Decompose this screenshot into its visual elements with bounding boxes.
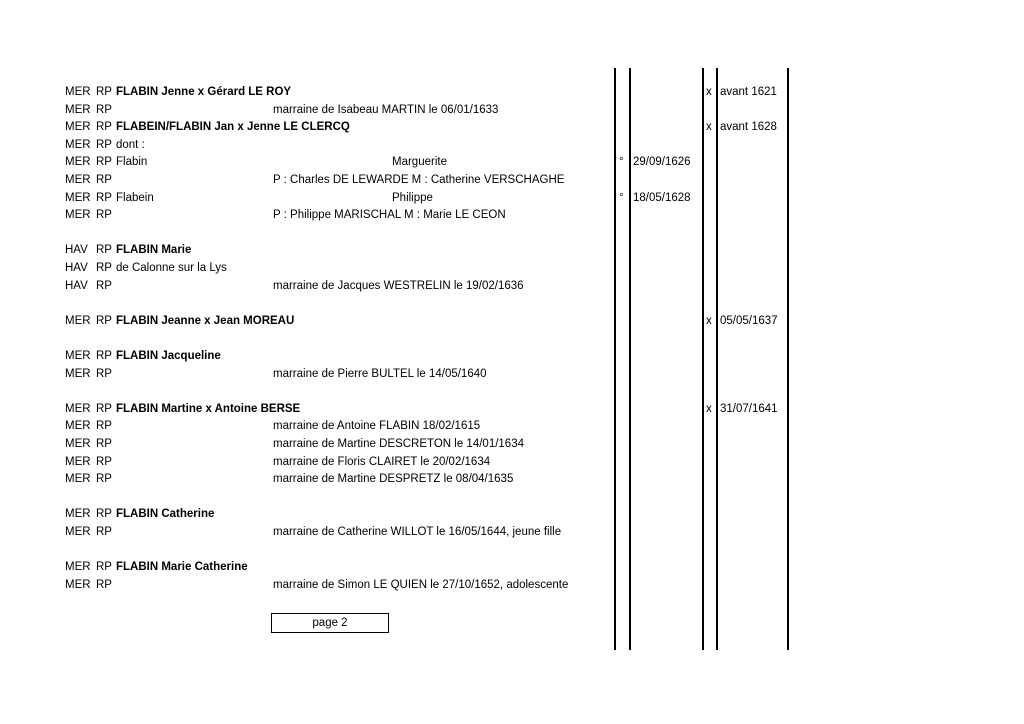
record-type: RP: [96, 508, 112, 521]
record-type: RP: [96, 121, 112, 134]
table-row: [0, 190, 1024, 207]
person-name: de Calonne sur la Lys: [116, 262, 227, 274]
record-detail: marraine de Isabeau MARTIN le 06/01/1633: [273, 103, 499, 116]
birth-date: 18/05/1628: [633, 191, 691, 204]
record-type: RP: [96, 209, 112, 222]
table-row: [0, 225, 1024, 242]
record-type: RP: [96, 561, 112, 574]
page-number-box: [271, 613, 389, 633]
person-name: FLABIN Jacqueline: [116, 350, 221, 362]
record-detail: marraine de Martine DESPRETZ le 08/04/1635: [273, 473, 514, 486]
person-name: FLABEIN/FLABIN Jan x Jenne LE CLERCQ: [116, 121, 350, 134]
record-type: RP: [96, 103, 112, 116]
record-detail: marraine de Antoine FLABIN 18/02/1615: [273, 420, 481, 433]
place-code: MER: [65, 402, 91, 415]
given-name: Philippe: [392, 191, 433, 204]
place-code: MER: [65, 103, 91, 116]
marriage-symbol: x: [706, 314, 712, 327]
record-detail: marraine de Simon LE QUIEN le 27/10/1652, adolescente: [273, 578, 569, 591]
place-code: MER: [65, 438, 91, 450]
place-code: MER: [65, 156, 91, 169]
place-code: MER: [65, 561, 91, 574]
place-code: MER: [65, 526, 91, 538]
record-type: RP: [96, 191, 112, 204]
table-row: [0, 137, 1024, 154]
place-code: MER: [65, 420, 91, 433]
record-detail: marraine de Catherine WILLOT le 16/05/1644, jeune fille: [273, 526, 562, 538]
person-name: FLABIN Jenne x Gérard LE ROY: [116, 86, 292, 98]
person-name: Flabein: [116, 191, 154, 204]
table-row: [0, 436, 1024, 453]
place-code: MER: [65, 367, 91, 380]
table-row: [0, 524, 1024, 541]
record-type: RP: [96, 174, 112, 186]
marriage-symbol: x: [706, 86, 712, 98]
table-row: [0, 172, 1024, 189]
marriage-symbol: x: [706, 402, 712, 415]
record-type: RP: [96, 156, 112, 169]
birth-date: 29/09/1626: [633, 156, 691, 169]
table-row: [0, 154, 1024, 171]
page-number-label: page 2: [312, 617, 348, 629]
place-code: MER: [65, 578, 91, 591]
table-row: [0, 102, 1024, 119]
place-code: MER: [65, 473, 91, 486]
place-code: MER: [65, 121, 91, 134]
place-code: HAV: [65, 262, 88, 274]
table-row: [0, 207, 1024, 224]
marriage-date: avant 1628: [720, 121, 777, 134]
record-type: RP: [96, 455, 112, 468]
record-detail: marraine de Martine DESCRETON le 14/01/1634: [273, 438, 524, 450]
place-code: HAV: [65, 279, 88, 292]
marriage-date: 31/07/1641: [720, 402, 778, 415]
person-name: FLABIN Jeanne x Jean MOREAU: [116, 314, 295, 327]
place-code: MER: [65, 508, 91, 521]
record-type: RP: [96, 420, 112, 433]
table-row: [0, 418, 1024, 435]
given-name: Marguerite: [392, 156, 447, 169]
table-row: [0, 84, 1024, 101]
place-code: MER: [65, 86, 91, 98]
record-detail: P : Philippe MARISCHAL M : Marie LE CEON: [273, 209, 506, 222]
record-detail: marraine de Floris CLAIRET le 20/02/1634: [273, 455, 491, 468]
person-name: Flabin: [116, 156, 148, 169]
person-name: FLABIN Marie: [116, 244, 192, 257]
table-row: [0, 401, 1024, 418]
record-type: RP: [96, 262, 112, 274]
record-detail: P : Charles DE LEWARDE M : Catherine VERSCHAGHE: [273, 174, 565, 186]
place-code: MER: [65, 174, 91, 186]
place-code: MER: [65, 455, 91, 468]
record-type: RP: [96, 473, 112, 486]
marriage-date: avant 1621: [720, 86, 777, 98]
record-type: RP: [96, 526, 112, 538]
birth-symbol: °: [619, 156, 624, 169]
table-row: [0, 330, 1024, 347]
table-row: [0, 348, 1024, 365]
record-type: RP: [96, 138, 112, 151]
table-row: [0, 489, 1024, 506]
table-row: [0, 577, 1024, 594]
table-row: [0, 471, 1024, 488]
table-row: [0, 454, 1024, 471]
table-row: [0, 506, 1024, 523]
person-name: dont :: [116, 138, 145, 151]
table-row: [0, 278, 1024, 295]
person-name: FLABIN Marie Catherine: [116, 561, 248, 574]
record-type: RP: [96, 314, 112, 327]
place-code: MER: [65, 209, 91, 222]
marriage-date: 05/05/1637: [720, 314, 778, 327]
place-code: MER: [65, 350, 91, 362]
birth-symbol: °: [619, 191, 624, 204]
place-code: MER: [65, 314, 91, 327]
table-row: [0, 313, 1024, 330]
table-row: [0, 242, 1024, 259]
marriage-symbol: x: [706, 121, 712, 134]
record-type: RP: [96, 279, 112, 292]
table-row: [0, 295, 1024, 312]
record-type: RP: [96, 244, 112, 257]
person-name: FLABIN Martine x Antoine BERSE: [116, 402, 301, 415]
record-type: RP: [96, 578, 112, 591]
record-type: RP: [96, 402, 112, 415]
table-row: [0, 559, 1024, 576]
record-type: RP: [96, 438, 112, 450]
person-name: FLABIN Catherine: [116, 508, 215, 521]
record-detail: marraine de Pierre BULTEL le 14/05/1640: [273, 367, 487, 380]
table-row: [0, 383, 1024, 400]
record-detail: marraine de Jacques WESTRELIN le 19/02/1636: [273, 279, 524, 292]
table-row: [0, 119, 1024, 136]
table-row: [0, 366, 1024, 383]
record-type: RP: [96, 86, 112, 98]
table-row: [0, 260, 1024, 277]
place-code: MER: [65, 191, 91, 204]
place-code: HAV: [65, 244, 88, 257]
record-type: RP: [96, 367, 112, 380]
table-row: [0, 542, 1024, 559]
place-code: MER: [65, 138, 91, 151]
record-type: RP: [96, 350, 112, 362]
